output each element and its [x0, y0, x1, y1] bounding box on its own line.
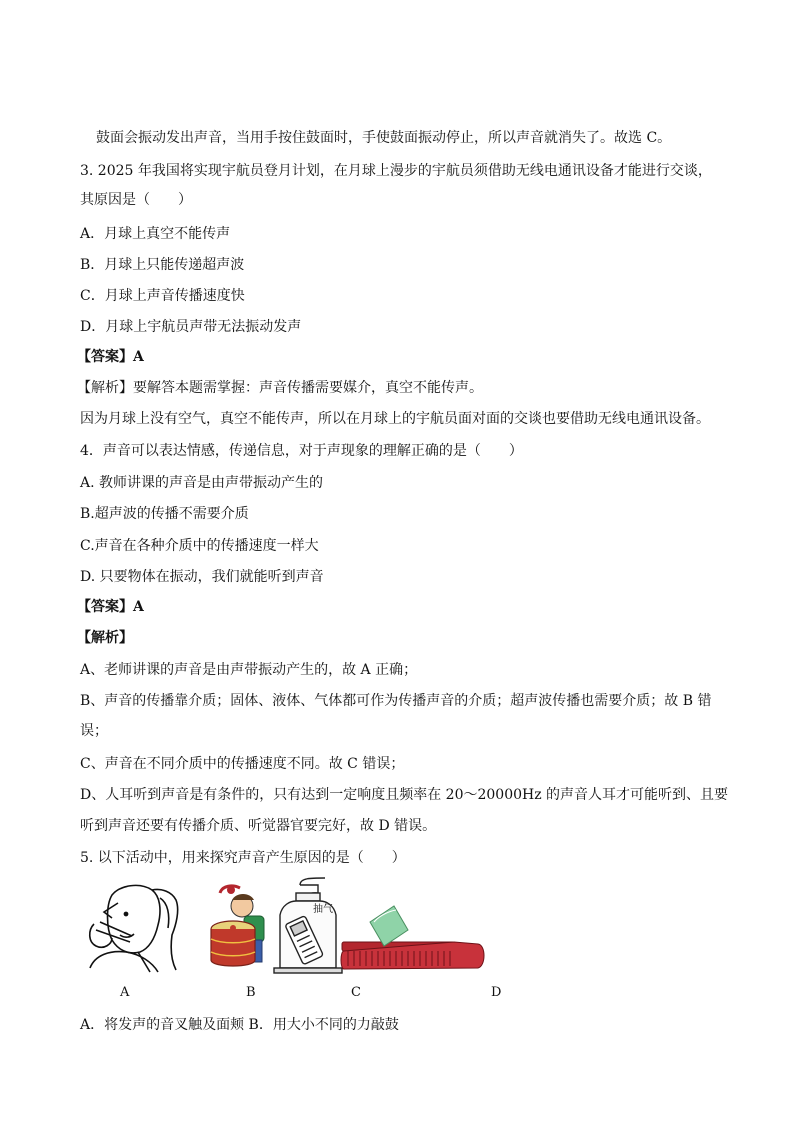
comb-card-illustration: [341, 906, 484, 969]
question-3-stem: 3. 2025 年我国将实现宇航员登月计划，在月球上漫步的宇航员须借助无线电通讯设备才能进行交谈，: [80, 163, 712, 179]
q3-option-b: B．月球上只能传递超声波: [80, 257, 245, 273]
figure-caption-a: A: [120, 985, 130, 1000]
q4-analysis-b: B、声音的传播靠介质；固体、液体、气体都可作为传播声音的介质；超声波传播也需要介质；故 B 错: [80, 693, 712, 709]
question-4-stem: 4．声音可以表达情感，传递信息，对于声现象的理解正确的是（ ）: [80, 443, 523, 459]
q5-options-ab: A．将发声的音叉触及面颊 B．用大小不同的力敲鼓: [80, 1017, 399, 1033]
q4-option-c: C.声音在各种介质中的传播速度一样大: [80, 538, 319, 554]
q3-option-d: D．月球上宇航员声带无法振动发声: [80, 319, 302, 335]
q4-analysis-heading: 【解析】: [77, 630, 133, 646]
q3-analysis-cont: 因为月球上没有空气，真空不能传声，所以在月球上的宇航员面对面的交谈也要借助无线电通讯设备。: [80, 411, 710, 427]
bell-jar-phone-illustration: [274, 878, 342, 973]
text-line-1: 鼓面会振动发出声音，当用手按住鼓面时，手使鼓面振动停止，所以声音就消失了。故选 C。: [96, 130, 672, 146]
q4-option-d: D. 只要物体在振动，我们就能听到声音: [80, 569, 324, 585]
figure-caption-d: D: [491, 985, 502, 1000]
q4-analysis-a: A、老师讲课的声音是由声带振动产生的，故 A 正确；: [80, 662, 418, 678]
q4-answer: 【答案】A: [77, 599, 144, 615]
question-5-stem: 5. 以下活动中，用来探究声音产生原因的是（ ）: [80, 850, 406, 866]
q3-option-c: C．月球上声音传播速度快: [80, 288, 245, 304]
pump-label: 抽气: [313, 904, 333, 915]
girl-tuning-fork-illustration: [90, 885, 178, 972]
figure-caption-b: B: [246, 985, 256, 1000]
q4-analysis-d: D、人耳听到声音是有条件的，只有达到一定响度且频率在 20～20000Hz 的声音人耳才可能听到、且要: [80, 787, 729, 803]
q4-option-b: B.超声波的传播不需要介质: [80, 506, 249, 522]
q4-analysis-b-cont: 误；: [80, 723, 108, 739]
figure-caption-c: C: [351, 985, 361, 1000]
q4-analysis-d-cont: 听到声音还要有传播介质、听觉器官要完好，故 D 错误。: [80, 818, 437, 834]
drum-illustration: [211, 886, 264, 966]
q4-analysis-c: C、声音在不同介质中的传播速度不同。故 C 错误；: [80, 756, 405, 772]
q3-option-a: A．月球上真空不能传声: [80, 226, 231, 242]
q4-option-a: A. 教师讲课的声音是由声带振动产生的: [80, 475, 324, 491]
question-3-stem-cont: 其原因是（ ）: [80, 192, 192, 208]
q3-answer: 【答案】A: [77, 349, 144, 365]
q3-analysis: 【解析】要解答本题需掌握：声音传播需要媒介，真空不能传声。: [77, 380, 483, 396]
